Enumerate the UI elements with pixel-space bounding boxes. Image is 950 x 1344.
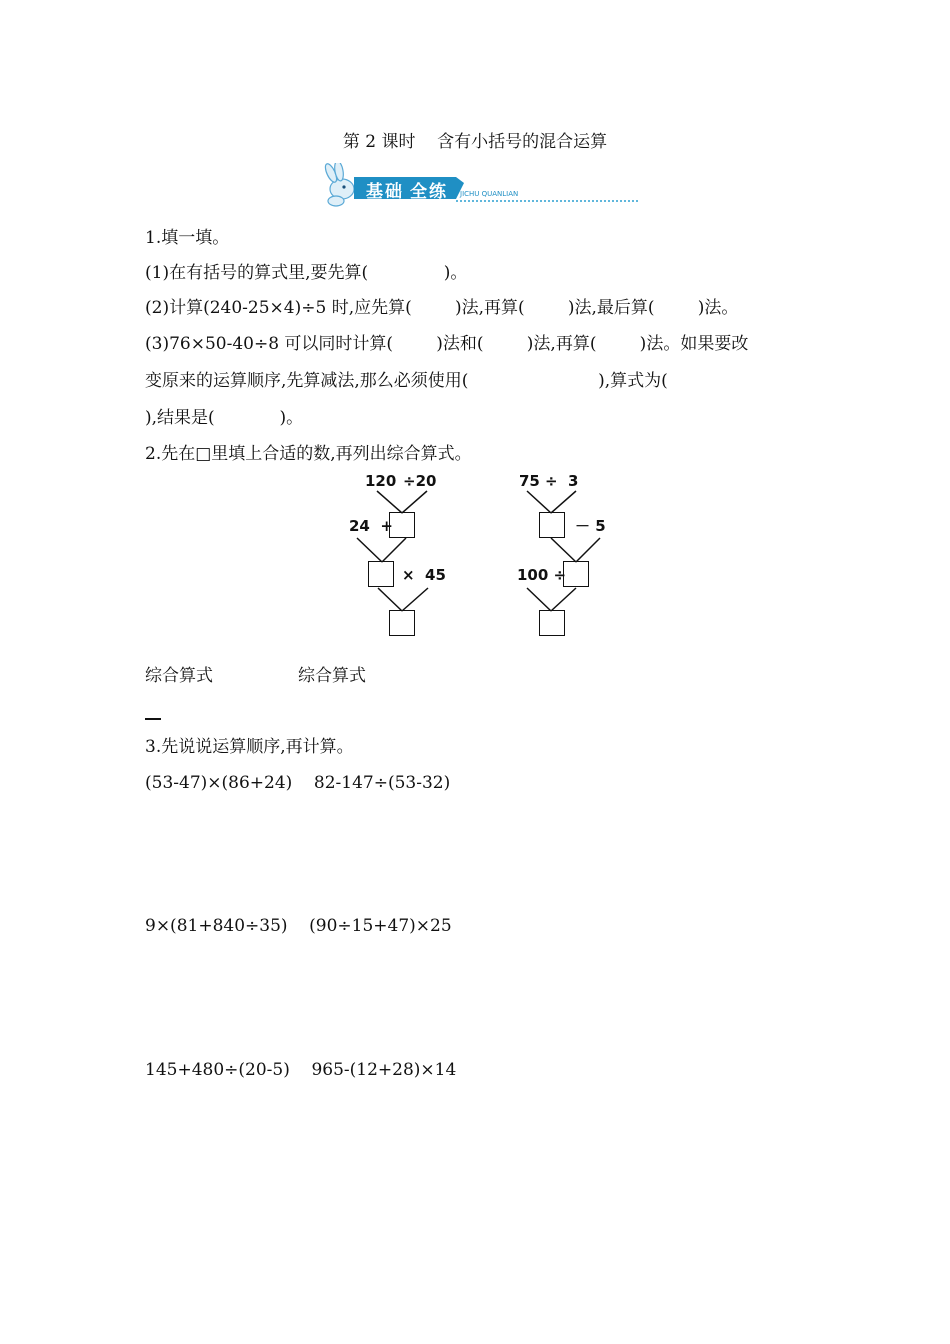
- banner-pinyin: JICHU QUANLIAN: [460, 190, 519, 198]
- q2-formula-label-2: 综合算式: [298, 666, 366, 686]
- page-title: 第 2 课时 含有小括号的混合运算: [342, 132, 608, 152]
- q2-heading: 2.先在□里填上合适的数,再列出综合算式。: [145, 444, 472, 464]
- tree1-answer-box-2[interactable]: [368, 561, 394, 587]
- q1-part1: (1)在有括号的算式里,要先算( )。: [145, 263, 468, 283]
- q1-heading: 1.填一填。: [145, 228, 230, 248]
- tree1-answer-box-3[interactable]: [389, 610, 415, 636]
- q1-part3-line2: 变原来的运算顺序,先算减法,那么必须使用( ),算式为(: [145, 371, 668, 391]
- q3-heading: 3.先说说运算顺序,再计算。: [145, 737, 354, 757]
- q3-row1: (53-47)×(86+24) 82-147÷(53-32): [145, 773, 451, 793]
- q1-part3-line3: ),结果是( )。: [145, 408, 304, 428]
- tree2-top-operator: ÷ 3: [545, 472, 579, 490]
- tree2-top-left: 75: [519, 472, 540, 490]
- q1-part2: (2)计算(240-25×4)÷5 时,应先算( )法,再算( )法,最后算( )法。: [145, 298, 739, 318]
- tree2-mid2-left: 100 ÷: [517, 566, 567, 584]
- tree2-answer-box-2[interactable]: [563, 561, 589, 587]
- tree2-mid-right: － 5: [575, 517, 606, 535]
- q2-formula-label-1: 综合算式: [145, 666, 213, 686]
- banner-sub-text: 全练: [410, 182, 448, 202]
- answer-underline: [145, 718, 161, 720]
- tree2-answer-box-1[interactable]: [539, 512, 565, 538]
- tree1-top-operator: ÷20: [403, 472, 437, 490]
- q3-row3: 145+480÷(20-5) 965-(12+28)×14: [145, 1060, 457, 1080]
- tree1-mid2-right: × 45: [402, 566, 446, 584]
- q3-row2: 9×(81+840÷35) (90÷15+47)×25: [145, 916, 452, 936]
- tree2-answer-box-3[interactable]: [539, 610, 565, 636]
- tree1-mid-left: 24 +: [349, 517, 393, 535]
- banner-main-text: 基础: [366, 182, 404, 202]
- q1-part3-line1: (3)76×50-40÷8 可以同时计算( )法和( )法,再算( )法。如果要改: [145, 334, 749, 354]
- tree1-answer-box-1[interactable]: [389, 512, 415, 538]
- tree1-top-left: 120: [365, 472, 397, 490]
